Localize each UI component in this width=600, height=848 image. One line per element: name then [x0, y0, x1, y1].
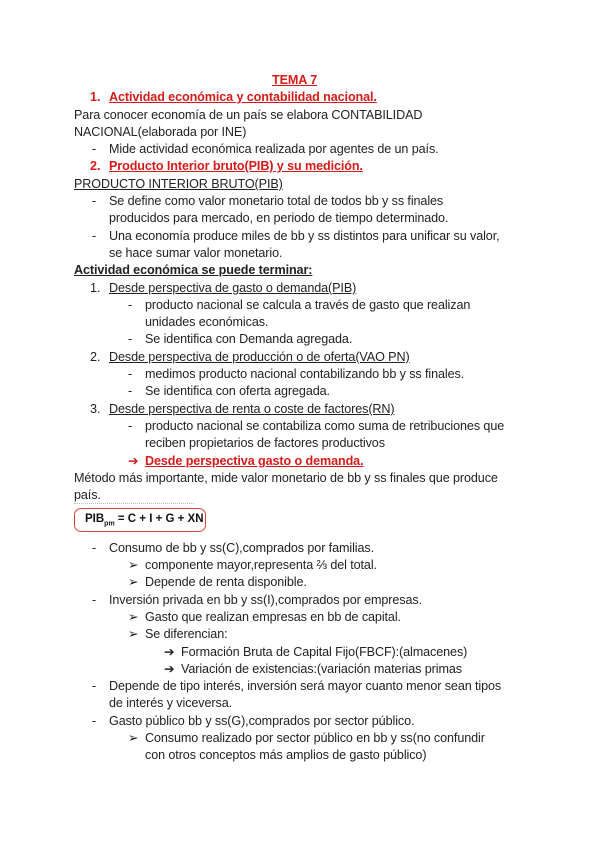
list-number: 3. [90, 402, 101, 416]
bullet-text: Depende de renta disponible. [145, 575, 307, 589]
dash-bullet: - [92, 714, 97, 728]
bullet-text: Variación de existencias:(variación materias primas [181, 662, 462, 676]
bullet-text: Consumo de bb y ss(C),comprados por familias. [109, 541, 374, 555]
formula-subscript: pm [104, 520, 115, 528]
bullet-text: Se define como valor monetario total de todos bb y ss finales [109, 194, 444, 208]
section-heading: Producto Interior bruto(PIB) y su medición. [109, 159, 363, 173]
section-number: 1. [90, 90, 101, 104]
bullet-text: Inversión privada en bb y ss(I),comprados por empresas. [109, 593, 422, 607]
bullet-text: producidos para mercado, en periodo de tiempo determinado. [109, 211, 449, 225]
arrow-right-icon: ➔ [128, 454, 139, 468]
dash-bullet: - [92, 142, 97, 156]
paragraph-line: NACIONAL(elaborada por INE) [74, 125, 247, 139]
formula-rest: = C + I + G + XN [114, 513, 204, 525]
dash-bullet: - [128, 332, 133, 346]
arrowhead-icon: ➢ [128, 558, 139, 572]
list-item-title: Desde perspectiva de renta o coste de factores(RN) [109, 402, 395, 416]
paragraph-line: Método más importante, mide valor monetario de bb y ss finales que produce [74, 471, 498, 485]
list-item-title: Desde perspectiva de producción o de oferta(VAO PN) [109, 350, 410, 364]
section-number: 2. [90, 159, 101, 173]
bullet-text: Se identifica con Demanda agregada. [145, 332, 353, 346]
bullet-text: Formación Bruta de Capital Fijo(FBCF):(almacenes) [181, 645, 468, 659]
bullet-text: Consumo realizado por sector público en bb y ss(no confundir [145, 731, 485, 745]
bullet-text: Gasto público bb y ss(G),comprados por sector público. [109, 714, 415, 728]
page-title: TEMA 7 [272, 73, 318, 87]
bullet-text: se hace sumar valor monetario. [109, 246, 283, 260]
bullet-text: reciben propietarios de factores productivos [145, 436, 385, 450]
section-heading: Actividad económica y contabilidad nacional. [109, 90, 377, 104]
dash-bullet: - [92, 229, 97, 243]
bullet-text: medimos producto nacional contabilizando bb y ss finales. [145, 367, 465, 381]
list-number: 2. [90, 350, 101, 364]
bullet-text: de interés y viceversa. [109, 696, 232, 710]
bullet-text: Una economía produce miles de bb y ss distintos para unificar su valor, [109, 229, 500, 243]
subsection-heading: Actividad económica se puede terminar: [74, 263, 313, 277]
arrow-right-icon: ➔ [164, 662, 175, 676]
dash-bullet: - [92, 194, 97, 208]
divider [74, 503, 194, 504]
dash-bullet: - [128, 298, 133, 312]
formula [85, 513, 204, 527]
dash-bullet: - [128, 367, 133, 381]
arrow-right-icon: ➔ [164, 645, 175, 659]
paragraph-line: Para conocer economía de un país se elabora CONTABILIDAD [74, 108, 423, 122]
formula-box [74, 508, 206, 532]
bullet-text: con otros conceptos más amplios de gasto público) [145, 748, 427, 762]
dash-bullet: - [128, 419, 133, 433]
bullet-text: Se identifica con oferta agregada. [145, 384, 330, 398]
arrowhead-icon: ➢ [128, 575, 139, 589]
arrowhead-icon: ➢ [128, 731, 139, 745]
paragraph-line: país. [74, 488, 101, 502]
highlight-text: Desde perspectiva gasto o demanda. [145, 454, 364, 468]
dash-bullet: - [92, 593, 97, 607]
bullet-text: Depende de tipo interés, inversión será mayor cuanto menor sean tipos [109, 679, 502, 693]
arrowhead-icon: ➢ [128, 610, 139, 624]
dash-bullet: - [128, 384, 133, 398]
dash-bullet: - [92, 679, 97, 693]
formula-main: PIB [85, 513, 105, 525]
bullet-text: componente mayor,representa ⅔ del total. [145, 558, 377, 572]
bullet-text: producto nacional se calcula a través de gasto que realizan [145, 298, 471, 312]
subsection-title: PRODUCTO INTERIOR BRUTO(PIB) [74, 177, 283, 191]
dash-bullet: - [92, 541, 97, 555]
bullet-text: unidades económicas. [145, 315, 269, 329]
bullet-text: Se diferencian: [145, 627, 228, 641]
bullet-text: Gasto que realizan empresas en bb de capital. [145, 610, 401, 624]
bullet-text: producto nacional se contabiliza como suma de retribuciones que [145, 419, 505, 433]
arrowhead-icon: ➢ [128, 627, 139, 641]
list-item-title: Desde perspectiva de gasto o demanda(PIB) [109, 281, 357, 295]
bullet-text: Mide actividad económica realizada por agentes de un país. [109, 142, 439, 156]
list-number: 1. [90, 281, 101, 295]
